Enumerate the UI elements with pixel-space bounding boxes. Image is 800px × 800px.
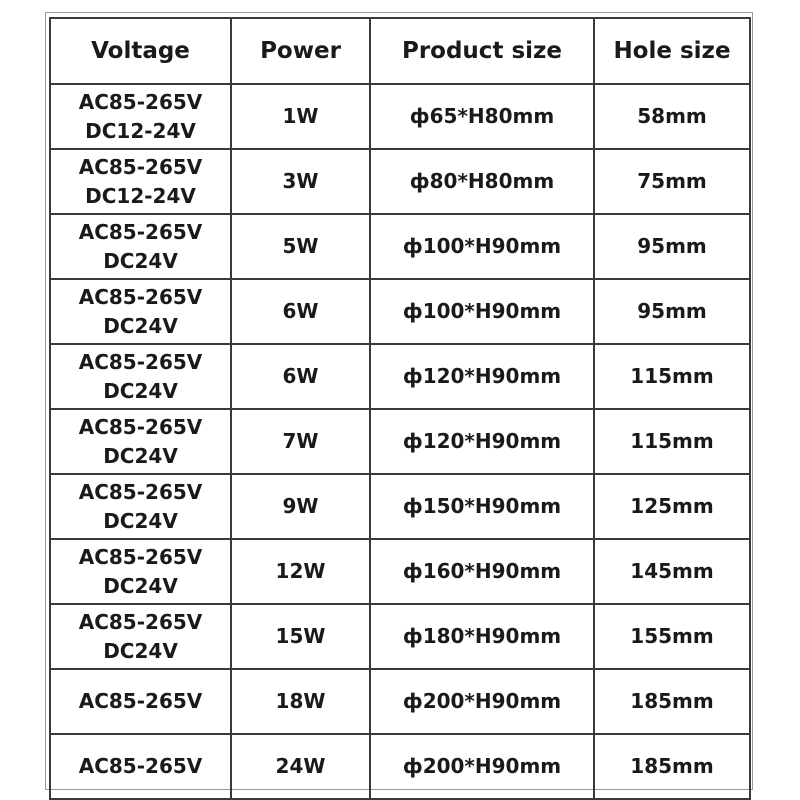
hole-size-cell: 95mm xyxy=(594,279,750,344)
product-size-cell: ф80*H80mm xyxy=(370,149,594,214)
hole-size-cell: 145mm xyxy=(594,539,750,604)
header-row xyxy=(50,18,750,84)
voltage-cell xyxy=(50,734,231,799)
table-row xyxy=(50,604,750,669)
voltage-cell xyxy=(50,279,231,344)
voltage-ac: AC85-265V xyxy=(78,349,203,374)
voltage-cell xyxy=(50,539,231,604)
product-size-cell: ф200*H90mm xyxy=(370,734,594,799)
voltage-cell xyxy=(50,669,231,734)
voltage-dc: DC12-24V xyxy=(85,183,196,208)
header-voltage: Voltage xyxy=(50,18,231,84)
hole-size-cell: 58mm xyxy=(594,84,750,149)
table-row xyxy=(50,279,750,344)
voltage-dc: DC24V xyxy=(103,508,178,533)
voltage-dc: DC24V xyxy=(103,313,178,338)
voltage-ac: AC85-265V xyxy=(78,689,203,713)
power-cell: 7W xyxy=(231,409,370,474)
voltage-ac: AC85-265V xyxy=(78,219,203,244)
hole-size-cell: 185mm xyxy=(594,669,750,734)
product-size-cell: ф150*H90mm xyxy=(370,474,594,539)
power-cell: 6W xyxy=(231,279,370,344)
hole-size-cell: 125mm xyxy=(594,474,750,539)
voltage-cell xyxy=(50,344,231,409)
power-cell: 6W xyxy=(231,344,370,409)
voltage-ac: AC85-265V xyxy=(78,414,203,439)
voltage-ac: AC85-265V xyxy=(78,544,203,569)
product-size-cell: ф180*H90mm xyxy=(370,604,594,669)
power-cell: 18W xyxy=(231,669,370,734)
hole-size-cell: 155mm xyxy=(594,604,750,669)
table-row xyxy=(50,409,750,474)
table-row xyxy=(50,474,750,539)
voltage-ac: AC85-265V xyxy=(78,609,203,634)
product-size-cell: ф100*H90mm xyxy=(370,279,594,344)
header-power: Power xyxy=(231,18,370,84)
voltage-dc: DC24V xyxy=(103,638,178,663)
voltage-ac: AC85-265V xyxy=(78,284,203,309)
product-size-cell: ф200*H90mm xyxy=(370,669,594,734)
voltage-dc: DC24V xyxy=(103,378,178,403)
header-product-size: Product size xyxy=(370,18,594,84)
hole-size-cell: 75mm xyxy=(594,149,750,214)
voltage-cell xyxy=(50,604,231,669)
hole-size-cell: 95mm xyxy=(594,214,750,279)
power-cell: 9W xyxy=(231,474,370,539)
voltage-ac: AC85-265V xyxy=(78,479,203,504)
voltage-cell xyxy=(50,84,231,149)
power-cell: 15W xyxy=(231,604,370,669)
power-cell: 3W xyxy=(231,149,370,214)
hole-size-cell: 115mm xyxy=(594,409,750,474)
product-size-cell: ф160*H90mm xyxy=(370,539,594,604)
voltage-cell xyxy=(50,149,231,214)
hole-size-cell: 115mm xyxy=(594,344,750,409)
product-size-cell: ф120*H90mm xyxy=(370,409,594,474)
voltage-cell xyxy=(50,214,231,279)
table-row xyxy=(50,669,750,734)
voltage-cell xyxy=(50,409,231,474)
voltage-dc: DC24V xyxy=(103,443,178,468)
product-size-cell: ф65*H80mm xyxy=(370,84,594,149)
power-cell: 5W xyxy=(231,214,370,279)
table-row xyxy=(50,149,750,214)
product-size-cell: ф100*H90mm xyxy=(370,214,594,279)
power-cell: 1W xyxy=(231,84,370,149)
spec-table xyxy=(49,17,751,800)
voltage-dc: DC24V xyxy=(103,248,178,273)
header-hole-size: Hole size xyxy=(594,18,750,84)
table-row xyxy=(50,734,750,799)
power-cell: 24W xyxy=(231,734,370,799)
voltage-ac: AC85-265V xyxy=(78,754,203,778)
voltage-ac: AC85-265V xyxy=(78,154,203,179)
table-row xyxy=(50,84,750,149)
voltage-ac: AC85-265V xyxy=(78,89,203,114)
voltage-cell xyxy=(50,474,231,539)
voltage-dc: DC24V xyxy=(103,573,178,598)
power-cell: 12W xyxy=(231,539,370,604)
product-size-cell: ф120*H90mm xyxy=(370,344,594,409)
voltage-dc: DC12-24V xyxy=(85,118,196,143)
table-row xyxy=(50,539,750,604)
table-row xyxy=(50,214,750,279)
table-row xyxy=(50,344,750,409)
hole-size-cell: 185mm xyxy=(594,734,750,799)
